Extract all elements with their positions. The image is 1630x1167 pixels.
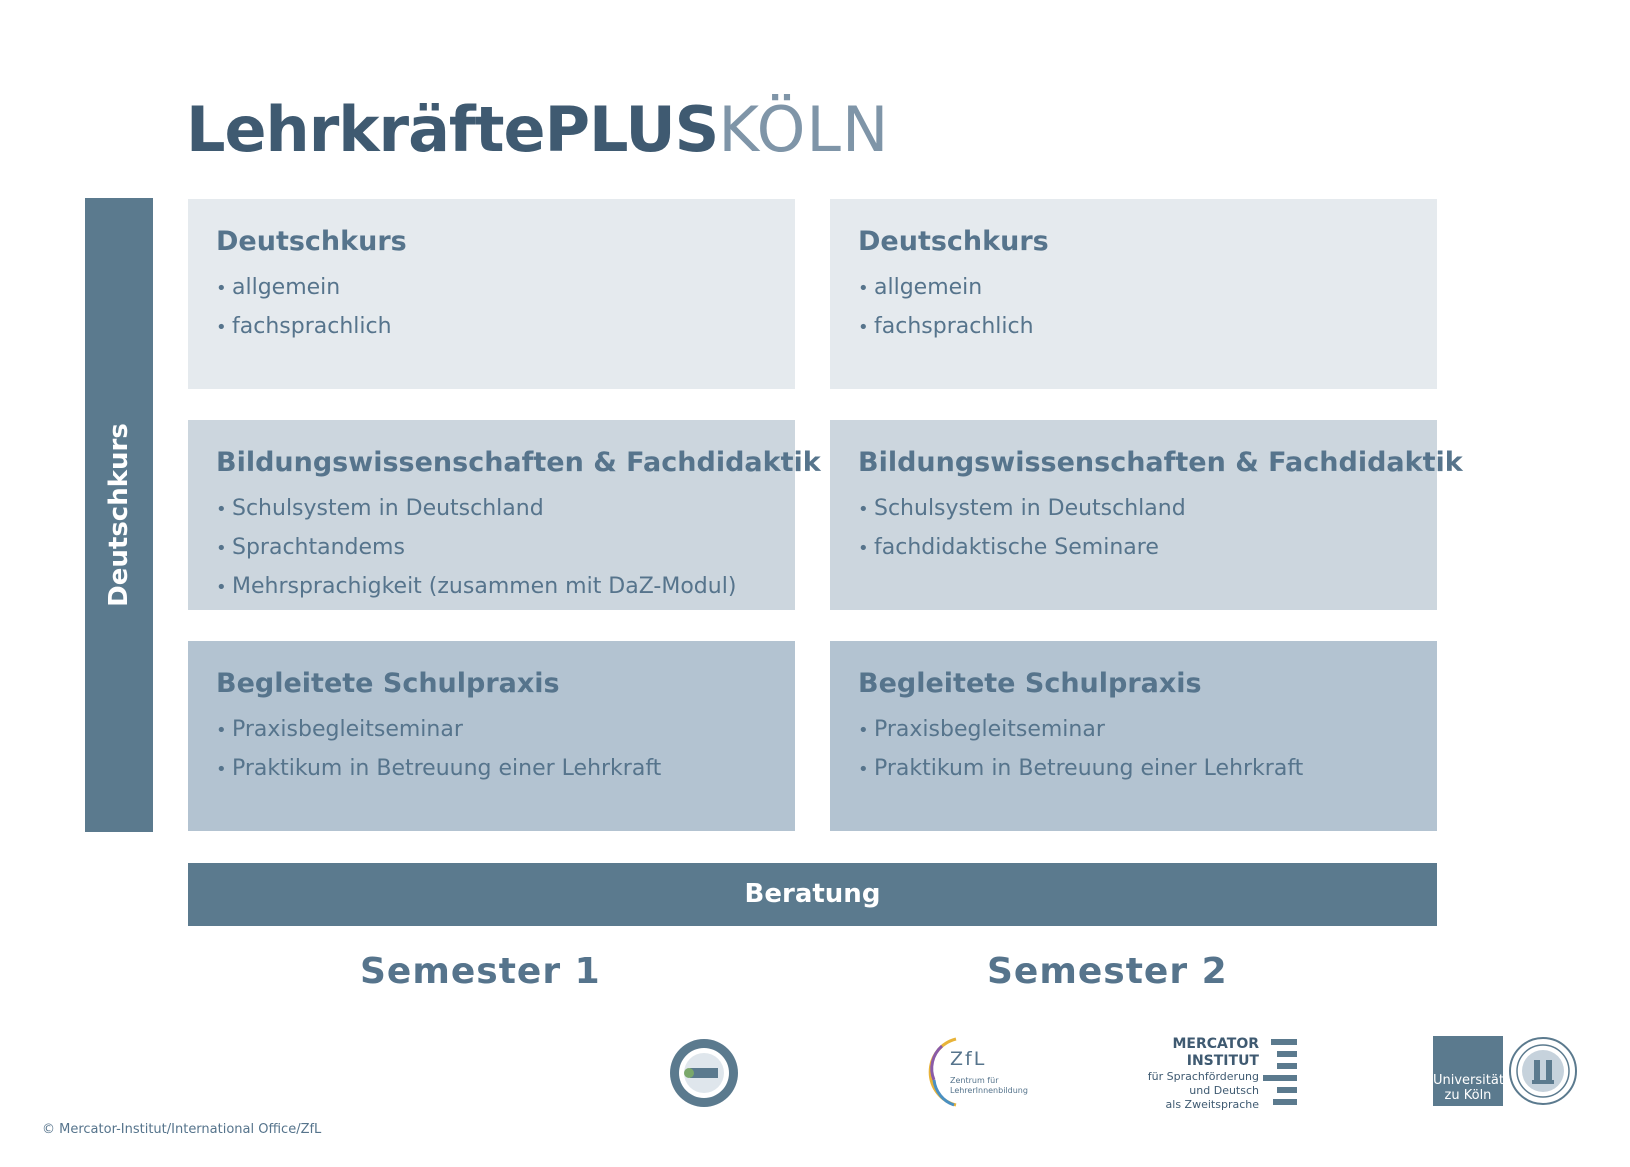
box-title: Begleitete Schulpraxis bbox=[216, 668, 560, 699]
semester1-schulpraxis-box bbox=[188, 641, 795, 831]
list-item: • allgemein bbox=[858, 275, 983, 300]
zfl-arc-icon bbox=[928, 1036, 958, 1108]
copyright: © Mercator-Institut/International Office/ZfL bbox=[42, 1122, 322, 1137]
semester2-deutschkurs-box bbox=[830, 199, 1437, 389]
list-item: • allgemein bbox=[216, 275, 341, 300]
semester2-bildungswissenschaften-box bbox=[830, 420, 1463, 610]
university-seal-icon bbox=[1508, 1036, 1578, 1106]
zfl-logo bbox=[928, 1036, 1028, 1108]
box-title: Bildungswissenschaften & Fachdidaktik bbox=[216, 447, 821, 478]
semester2-schulpraxis-box bbox=[830, 641, 1437, 831]
zfl-name: ZfL bbox=[950, 1048, 987, 1070]
box-title: Begleitete Schulpraxis bbox=[858, 668, 1202, 699]
box-list bbox=[858, 490, 1409, 568]
mercator-bars-icon bbox=[1261, 1039, 1297, 1109]
list-item: • Sprachtandems bbox=[216, 535, 405, 560]
box-list bbox=[216, 711, 767, 789]
university-logo: Universität zu Köln bbox=[1433, 1036, 1503, 1106]
mercator-logo bbox=[1145, 1036, 1301, 1110]
box-list bbox=[858, 269, 1409, 347]
list-item: • fachsprachlich bbox=[858, 314, 1034, 339]
sidebar-label: Deutschkurs bbox=[104, 423, 134, 607]
list-item: • Praxisbegleitseminar bbox=[858, 717, 1105, 742]
box-title: Bildungswissenschaften & Fachdidaktik bbox=[858, 447, 1463, 478]
list-item: • Praktikum in Betreuung einer Lehrkraft bbox=[858, 756, 1304, 781]
list-item: • fachdidaktische Seminare bbox=[858, 535, 1159, 560]
beratung-bar: Beratung bbox=[188, 863, 1437, 926]
box-title: Deutschkurs bbox=[216, 226, 407, 257]
list-item: • Mehrsprachigkeit (zusammen mit DaZ-Modul) bbox=[216, 574, 737, 599]
box-title: Deutschkurs bbox=[858, 226, 1049, 257]
mercator-text: MERCATOR INSTITUT für Sprachförderung und Deutsch als Zweitsprache bbox=[1147, 1036, 1259, 1111]
list-item: • Schulsystem in Deutschland bbox=[858, 496, 1186, 521]
list-item: • Praxisbegleitseminar bbox=[216, 717, 463, 742]
box-list bbox=[216, 490, 767, 607]
list-item: • Schulsystem in Deutschland bbox=[216, 496, 544, 521]
zfl-subtitle: Zentrum für LehrerInnenbildung bbox=[950, 1076, 1028, 1095]
deutschkurs-sidebar bbox=[85, 198, 153, 832]
international-office-seal-icon bbox=[668, 1037, 740, 1109]
list-item: • fachsprachlich bbox=[216, 314, 392, 339]
semester1-deutschkurs-box bbox=[188, 199, 795, 389]
page-title bbox=[186, 92, 889, 168]
semester-1-label: Semester 1 bbox=[360, 951, 601, 992]
semester-2-label: Semester 2 bbox=[987, 951, 1228, 992]
box-list bbox=[216, 269, 767, 347]
box-list bbox=[858, 711, 1409, 789]
title-light: KÖLN bbox=[718, 93, 890, 166]
semester1-bildungswissenschaften-box bbox=[188, 420, 821, 610]
list-item: • Praktikum in Betreuung einer Lehrkraft bbox=[216, 756, 662, 781]
title-bold: LehrkräftePLUS bbox=[186, 93, 719, 166]
